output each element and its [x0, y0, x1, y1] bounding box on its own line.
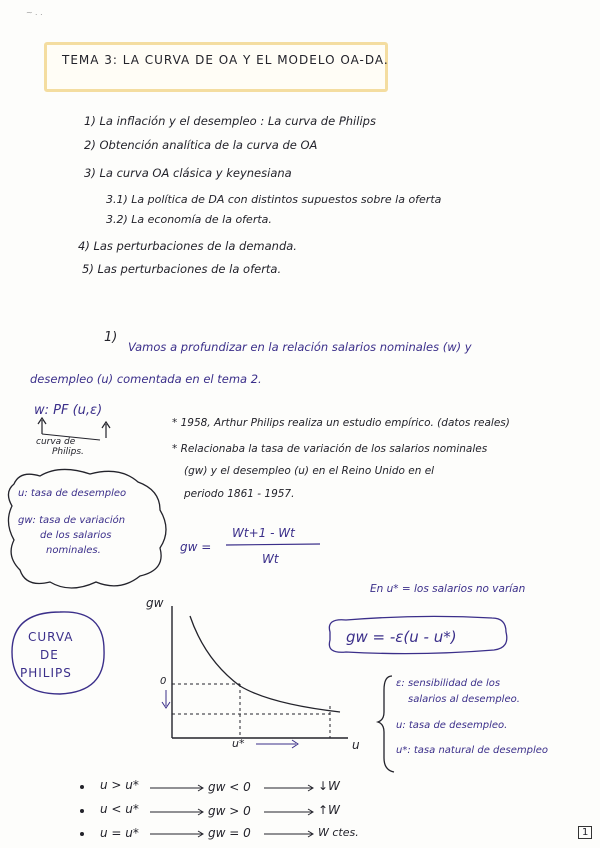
bullet-1-cond: u > u* [100, 778, 139, 792]
philips-label-2: DE [40, 648, 59, 662]
page-number: 1 [578, 826, 592, 839]
bullet-dot-1 [80, 785, 84, 789]
bullet-1-res: ↓W [318, 779, 340, 793]
outline-item-5: 5) Las perturbaciones de la oferta. [82, 262, 282, 276]
bullet-2-res: ↑W [318, 803, 340, 817]
section-line-2: desempleo (u) comentada en el tema 2. [30, 372, 262, 386]
bullet-1-mid: gw < 0 [208, 780, 251, 794]
philips-curve [190, 616, 340, 712]
bullet-3-cond: u = u* [100, 826, 139, 840]
relation-arrow-left [38, 418, 46, 434]
bullet-2-arrow-a [150, 809, 203, 815]
en-u-star-note: En u* = los salarios no varían [370, 583, 526, 595]
legend-ustar: u*: tasa natural de desempleo [396, 745, 549, 756]
graph-u-star-label: u* [232, 737, 245, 750]
legend-brace [378, 676, 394, 772]
bullet-2-cond: u < u* [100, 802, 139, 816]
page-title: TEMA 3: LA CURVA DE OA Y EL MODELO OA-DA. [62, 53, 389, 67]
bullet-dot-2 [80, 809, 84, 813]
note-3: (gw) y el desempleo (u) en el Reino Unido en el [184, 465, 435, 477]
main-equation: gw = -ε(u - u*) [346, 628, 457, 646]
outline-item-2: 2) Obtención analítica de la curva de OA [84, 138, 318, 152]
main-equation-border [329, 616, 506, 653]
bullet-2-mid: gw > 0 [208, 804, 251, 818]
graph-y-label: gw [146, 596, 164, 610]
gw-formula-denominator: Wt [262, 552, 279, 566]
gw-fraction-bar [226, 544, 320, 545]
relation-underline [42, 434, 100, 440]
cloud-u-def: u: tasa de desempleo [18, 488, 127, 499]
legend-eps-2: salarios al desempleo. [408, 694, 520, 705]
legend-u: u: tasa de desempleo. [396, 720, 508, 731]
legend-eps-1: ε: sensibilidad de los [396, 678, 501, 689]
graph-zero-label: 0 [160, 676, 167, 687]
note-4: periodo 1861 - 1957. [184, 488, 295, 500]
bullet-2-arrow-b [264, 809, 313, 815]
bullet-1-arrow-b [264, 785, 313, 791]
note-1: * 1958, Arthur Philips realiza un estudio empírico. (datos reales) [172, 417, 510, 429]
header-scribble: ~ . . [26, 8, 43, 17]
section-number: 1) [104, 330, 118, 345]
gw-formula-numerator: Wt+1 - Wt [232, 526, 295, 540]
bullet-3-arrow-b [264, 831, 313, 837]
outline-item-3-1: 3.1) La política de DA con distintos supuestos sobre la oferta [106, 193, 442, 206]
outline-item-1: 1) La inflación y el desempleo : La curva de Philips [84, 114, 376, 128]
outline-item-3: 3) La curva OA clásica y keynesiana [84, 166, 292, 180]
graph-down-arrow [162, 690, 170, 708]
graph-right-arrow [256, 740, 298, 748]
section-line-1: Vamos a profundizar en la relación salarios nominales (w) y [128, 340, 472, 354]
cloud-gw-def-2: de los salarios [40, 530, 112, 541]
bullet-3-mid: gw = 0 [208, 826, 251, 840]
note-2: * Relacionaba la tasa de variación de los salarios nominales [172, 443, 488, 455]
graph-x-label: u [352, 738, 360, 752]
outline-item-4: 4) Las perturbaciones de la demanda. [78, 239, 297, 253]
bullet-1-arrow-a [150, 785, 203, 791]
gw-formula-lhs: gw = [180, 540, 212, 554]
bullet-3-res: W ctes. [318, 826, 359, 839]
philips-label-circle [12, 612, 104, 694]
bullet-3-arrow-a [150, 831, 203, 837]
philips-label-1: CURVA [28, 630, 74, 644]
relation-formula: w: PF (u,ε) [34, 403, 103, 418]
curve-caption-2: Philips. [52, 447, 84, 457]
cloud-gw-def-1: gw: tasa de variación [18, 515, 126, 526]
philips-label-3: PHILIPS [20, 666, 72, 680]
cloud-gw-def-3: nominales. [46, 545, 101, 556]
bullet-dot-3 [80, 832, 84, 836]
relation-arrow-right [102, 422, 110, 438]
outline-item-3-2: 3.2) La economía de la oferta. [106, 213, 272, 226]
curve-caption-1: curva de [36, 437, 76, 447]
definition-cloud [8, 469, 166, 588]
